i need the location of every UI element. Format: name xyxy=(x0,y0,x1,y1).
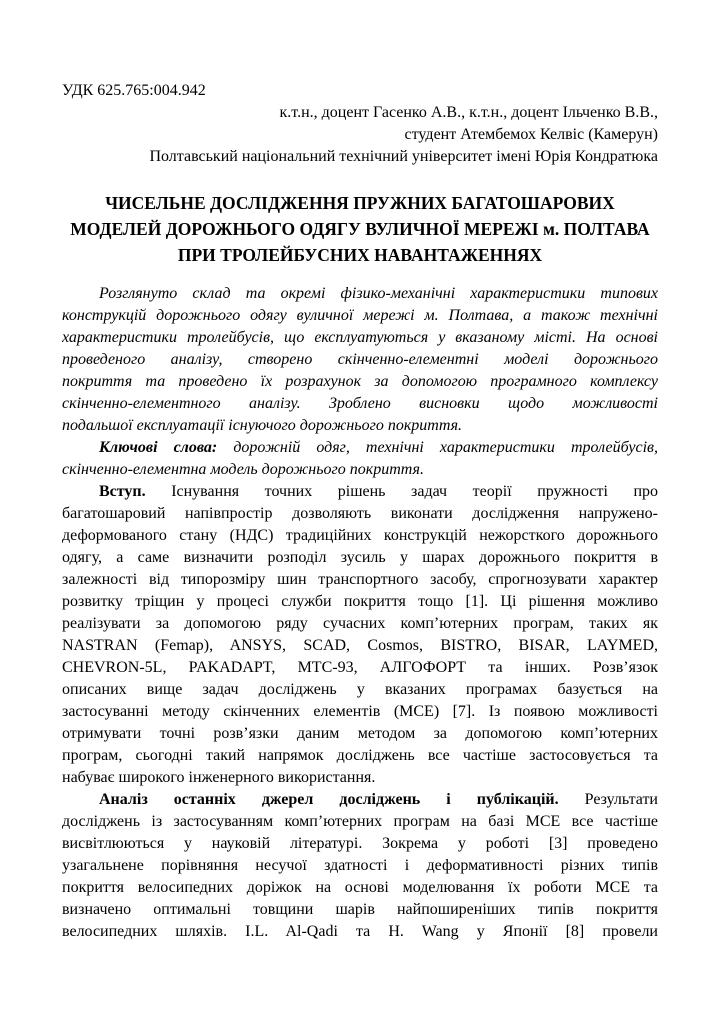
analysis-text-line: Аналіз останніх джерел досліджень і публікацій. Результати xyxy=(99,791,658,808)
introduction-text-line: CHEVRON-5L, PAKADAPT, МТС-93, АЛГОФОРТ та інших. Розв’язок xyxy=(62,659,658,676)
analysis-text-line: досліджень із застосуванням комп’ютерних програм на базі МСЕ все частіше xyxy=(62,813,658,830)
analysis-text-line: визначено оптимальні товщини шарів найпоширеніших типів покриття xyxy=(62,901,658,918)
paragraph-analysis xyxy=(62,789,658,943)
analysis-text-line: покриття велосипедних доріжок на основі моделювання їх роботи МСЕ та xyxy=(62,879,658,896)
byline xyxy=(62,102,658,168)
byline-line-2: студент Атембемох Келвіс (Камерун) xyxy=(404,126,658,143)
keywords-text-line: скінченно-елементна модель дорожнього покриття. xyxy=(62,461,424,478)
introduction-text-line: деформованого стану (НДС) традиційних конструкцій нежорсткого дорожнього xyxy=(62,527,658,544)
keywords-lead-in: Ключові слова: xyxy=(99,439,218,456)
title-line-2: МОДЕЛЕЙ ДОРОЖНЬОГО ОДЯГУ ВУЛИЧНОЇ МЕРЕЖІ м. ПОЛТАВА xyxy=(70,219,650,239)
udc-number: УДК 625.765:004.942 xyxy=(62,82,206,99)
byline-line-3: Полтавський національний технічний університет імені Юрія Кондратюка xyxy=(149,148,658,165)
abstract-text-line: подальшої експлуатації існуючого дорожнього покриття. xyxy=(62,417,463,434)
introduction-lead-in: Вступ. xyxy=(99,483,146,500)
abstract-text-line: скінченно-елементного аналізу. Зроблено висновки щодо можливості xyxy=(62,395,658,412)
title-line-1: ЧИСЕЛЬНЕ ДОСЛІДЖЕННЯ ПРУЖНИХ БАГАТОШАРОВИХ xyxy=(105,193,615,213)
page-content xyxy=(62,80,658,943)
introduction-text-line: залежності від типорозміру шин транспортного засобу, спрогнозувати характер xyxy=(62,571,658,588)
introduction-text-line: багатошаровий напівпростір дозволяють виконати дослідження напружено- xyxy=(62,505,658,522)
introduction-text-line: набуває широкого інженерного використання. xyxy=(62,769,376,786)
keywords-text-line: Ключові слова: дорожній одяг, технічні характеристики тролейбусів, xyxy=(99,439,658,456)
introduction-text-line: одягу, а саме визначити розподіл зусиль у шарах дорожнього покриття в xyxy=(62,549,658,566)
paragraph-keywords xyxy=(62,437,658,481)
abstract-text-line: характеристики тролейбусів, що експлуатуються у вказаному місті. На основі xyxy=(62,329,658,346)
introduction-text-line: Вступ. Існування точних рішень задач теорії пружності про xyxy=(99,483,658,500)
byline-line-1: к.т.н., доцент Гасенко А.В., к.т.н., доцент Ільченко В.В., xyxy=(279,104,658,121)
paragraph-abstract xyxy=(62,283,658,437)
title-line-3: ПРИ ТРОЛЕЙБУСНИХ НАВАНТАЖЕННЯХ xyxy=(177,245,543,265)
article-body xyxy=(62,283,658,943)
analysis-text-line: висвітлюються у науковій літературі. Зокрема у роботі [3] проведено xyxy=(62,835,658,852)
analysis-text-line: узагальнене порівняння несучої здатності і деформативності різних типів xyxy=(62,857,658,874)
abstract-text-line: покриття та проведено їх розрахунок за допомогою програмного комплексу xyxy=(62,373,658,390)
introduction-text-line: розвитку тріщин у процесі служби покриття тощо [1]. Ці рішення можливо xyxy=(62,593,658,610)
introduction-text-line: застосуванні методу скінченних елементів (МСЕ) [7]. Із появою можливості xyxy=(62,703,658,720)
article-title xyxy=(62,190,658,268)
abstract-text-line: конструкцій дорожнього одягу вуличної мережі м. Полтава, а також технічні xyxy=(62,307,658,324)
analysis-text-line: велосипедних шляхів. I.L. Al-Qadi та H. Wang у Японії [8] провели xyxy=(62,923,658,940)
analysis-lead-in: Аналіз останніх джерел досліджень і публікацій. xyxy=(99,791,559,808)
introduction-text-line: NASTRAN (Femap), ANSYS, SCAD, Cosmos, BISTRO, BISAR, LAYMED, xyxy=(62,637,658,654)
introduction-text-line: програм, сьогодні такий напрямок досліджень все частіше застосовується та xyxy=(62,747,658,764)
abstract-text-line: Розглянуто склад та окремі фізико-механічні характеристики типових xyxy=(99,285,658,302)
introduction-text-line: реалізувати за допомогою ряду сучасних комп’ютерних програм, таких як xyxy=(62,615,658,632)
paragraph-introduction xyxy=(62,481,658,789)
abstract-text-line: проведеного аналізу, створено скінченно-елементні моделі дорожнього xyxy=(62,351,658,368)
introduction-text-line: отримувати точні розв’язки даним методом за допомогою комп’ютерних xyxy=(62,725,658,742)
introduction-text-line: описаних вище задач досліджень у вказаних програмах базується на xyxy=(62,681,658,698)
